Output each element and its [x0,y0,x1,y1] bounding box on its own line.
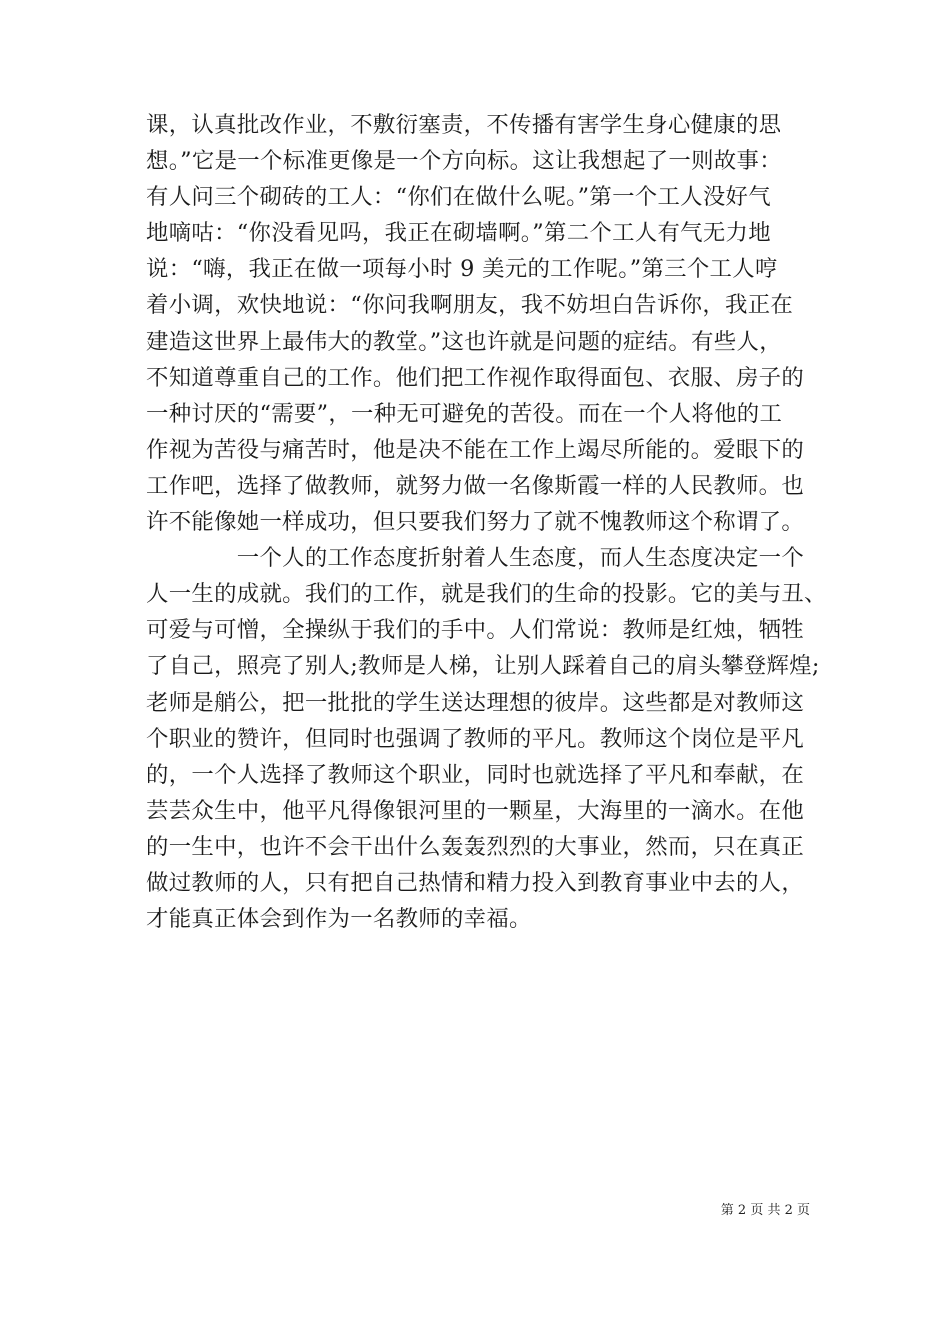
text-line: 芸芸众生中，他平凡得像银河里的一颗星，大海里的一滴水。在他 [146,797,805,824]
text-line: 了自己，照亮了别人;教师是人梯，让别人踩着自己的肩头攀登辉煌; [146,653,820,680]
text-line: 工作吧，选择了做教师，就努力做一名像斯霞一样的人民教师。也 [146,472,805,499]
text-line: 人一生的成就。我们的工作，就是我们的生命的投影。它的美与丑、 [146,581,827,608]
text-line: 地嘀咕：“你没看见吗，我正在砌墙啊。”第二个工人有气无力地 [146,220,771,247]
body-text [146,107,827,937]
text-line: 课，认真批改作业，不敷衍塞责，不传播有害学生身心健康的思 [146,112,782,138]
text-line: 可爱与可憎，全操纵于我们的手中。人们常说：教师是红烛，牺牲 [146,617,805,644]
text-line: 作视为苦役与痛苦时，他是决不能在工作上竭尽所能的。爱眼下的 [146,436,805,463]
text-line: 老师是艄公，把一批批的学生送达理想的彼岸。这些都是对教师这 [146,689,805,716]
text-line: 个职业的赞许，但同时也强调了教师的平凡。教师这个岗位是平凡 [146,725,805,752]
text-line: 一个人的工作态度折射着人生态度，而人生态度决定一个 [146,545,805,572]
text-line: 不知道尊重自己的工作。他们把工作视作取得面包、衣服、房子的 [146,364,805,391]
text-line: 才能真正体会到作为一名教师的幸福。 [146,906,532,933]
text-line: 建造这世界上最伟大的教堂。”这也许就是问题的症结。有些人， [146,328,782,355]
text-line: 许不能像她一样成功，但只要我们努力了就不愧教师这个称谓了。 [146,509,805,536]
text-line: 的，一个人选择了教师这个职业，同时也就选择了平凡和奉献，在 [146,761,805,788]
text-line: 一种讨厌的“需要”，一种无可避免的苦役。而在一个人将他的工 [146,400,783,427]
text-line: 说：“嗨，我正在做一项每小时 9 美元的工作呢。”第三个工人哼 [146,256,778,283]
page-number-footer: 第 2 页 共 2 页 [720,1203,810,1218]
text-line: 着小调，欢快地说：“你问我啊朋友，我不妨坦白告诉你，我正在 [146,292,794,319]
text-line: 有人问三个砌砖的工人：“你们在做什么呢。”第一个工人没好气 [146,184,771,211]
text-line: 的一生中，也许不会干出什么轰轰烈烈的大事业，然而，只在真正 [146,833,805,860]
text-line: 做过教师的人，只有把自己热情和精力投入到教育事业中去的人， [146,869,805,896]
text-line: 想。”它是一个标准更像是一个方向标。这让我想起了一则故事： [146,148,782,175]
